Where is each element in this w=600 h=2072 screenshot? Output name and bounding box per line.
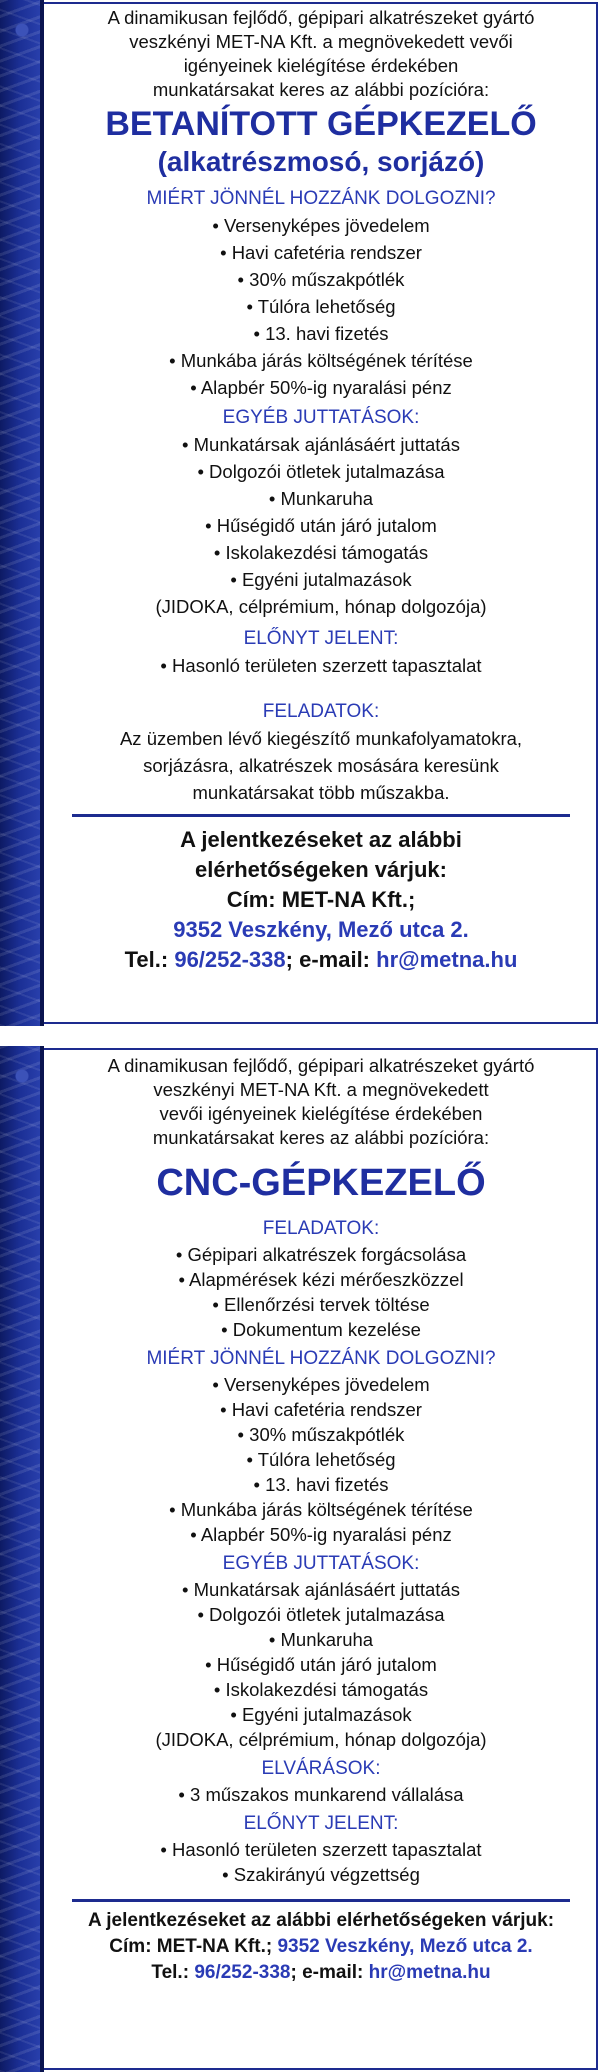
ad-content	[50, 1054, 592, 1986]
email-label: ; e-mail:	[285, 947, 371, 972]
intro-line: A dinamikusan fejlődő, gépipari alkatrészeket gyártó	[107, 1055, 535, 1076]
contact-phone-email	[50, 1960, 592, 1986]
tasks-line: munkatársakat több műszakba.	[192, 782, 450, 803]
job-ad-machine-operator	[0, 0, 600, 1026]
contact-address-label: Cím: MET-NA Kft.;	[226, 887, 416, 912]
list-item: • Munkába járás költségének térítése	[169, 350, 473, 371]
list-item: • Hűségidő után járó jutalom	[205, 1654, 437, 1675]
list-item: • 13. havi fizetés	[253, 1474, 389, 1495]
job-subtitle: (alkatrészmosó, sorjázó)	[157, 146, 485, 177]
list-item: • Egyéni jutalmazások	[230, 1704, 412, 1725]
list-item: • Túlóra lehetőség	[246, 1449, 396, 1470]
list-item: • Munkaruha	[268, 488, 374, 509]
contact-address-line	[50, 1934, 592, 1960]
intro-line: igényeinek kielégítése érdekében	[183, 55, 459, 76]
list-item: • Alapbér 50%-ig nyaralási pénz	[190, 1524, 452, 1545]
tasks-heading: FELADATOK:	[262, 701, 380, 722]
tasks-line: sorjázásra, alkatrészek mosására keresünk	[143, 755, 499, 776]
decorative-pattern-stripe	[0, 1046, 44, 2072]
why-heading: MIÉRT JÖNNÉL HOZZÁNK DOLGOZNI?	[146, 188, 496, 209]
list-item: • Alapbér 50%-ig nyaralási pénz	[190, 377, 452, 398]
list-item: • Dokumentum kezelése	[221, 1319, 421, 1340]
list-item: • Szakirányú végzettség	[222, 1864, 420, 1885]
list-item: • 3 műszakos munkarend vállalása	[178, 1784, 464, 1805]
intro-text	[50, 1054, 592, 1150]
contact-address-label: Cím: MET-NA Kft.;	[109, 1936, 273, 1957]
list-item: • 13. havi fizetés	[253, 323, 389, 344]
tasks-line: Az üzemben lévő kiegészítő munkafolyamatokra,	[119, 728, 523, 749]
advantage-list	[50, 1837, 592, 1887]
contact-block	[50, 1908, 592, 1986]
list-item: • Munkaruha	[268, 1629, 374, 1650]
ad-content	[50, 6, 592, 975]
intro-line: vevői igényeinek kielégítése érdekében	[159, 1103, 483, 1124]
list-item: • Havi cafetéria rendszer	[220, 242, 422, 263]
benefits-list	[50, 431, 592, 620]
list-item: • Alapmérések kézi mérőeszközzel	[178, 1269, 464, 1290]
tasks-text	[50, 725, 592, 806]
job-title: CNC-GÉPKEZELŐ	[156, 1162, 486, 1204]
list-item: • 30% műszakpótlék	[237, 269, 405, 290]
benefits-heading: EGYÉB JUTTATÁSOK:	[222, 1553, 420, 1574]
intro-text	[50, 6, 592, 102]
contact-line: elérhetőségeken várjuk:	[195, 857, 447, 882]
list-item: • Dolgozói ötletek jutalmazása	[197, 1604, 445, 1625]
intro-line: munkatársakat keres az alábbi pozícióra:	[152, 79, 490, 100]
advantage-heading: ELŐNYT JELENT:	[243, 1813, 399, 1834]
list-item: • Munkatársak ajánlásáért juttatás	[182, 434, 460, 455]
list-item: (JIDOKA, célprémium, hónap dolgozója)	[155, 1729, 487, 1750]
phone-number[interactable]: 96/252-338	[174, 947, 286, 972]
list-item: • Hűségidő után járó jutalom	[205, 515, 437, 536]
list-item: • Iskolakezdési támogatás	[213, 542, 429, 563]
job-title: BETANÍTOTT GÉPKEZELŐ	[105, 105, 537, 143]
email-label: ; e-mail:	[290, 1962, 364, 1983]
advantage-heading: ELŐNYT JELENT:	[243, 628, 399, 649]
list-item: • 30% műszakpótlék	[237, 1424, 405, 1445]
list-item: • Versenyképes jövedelem	[212, 215, 430, 236]
job-ad-cnc-operator	[0, 1046, 600, 2072]
intro-line: A dinamikusan fejlődő, gépipari alkatrészeket gyártó	[107, 7, 535, 28]
list-item: • Ellenőrzési tervek töltése	[212, 1294, 430, 1315]
tasks-list	[50, 1242, 592, 1342]
benefits-heading: EGYÉB JUTTATÁSOK:	[222, 407, 420, 428]
intro-line: veszkényi MET-NA Kft. a megnövekedett	[153, 1079, 489, 1100]
phone-label: Tel.:	[124, 947, 169, 972]
why-heading: MIÉRT JÖNNÉL HOZZÁNK DOLGOZNI?	[146, 1348, 496, 1369]
requirements-heading: ELVÁRÁSOK:	[261, 1758, 381, 1779]
list-item: • Havi cafetéria rendszer	[220, 1399, 422, 1420]
decorative-pattern-stripe	[0, 0, 44, 1026]
contact-line: A jelentkezéseket az alábbi elérhetőségeken várjuk:	[87, 1910, 555, 1931]
list-item: • Dolgozói ötletek jutalmazása	[197, 461, 445, 482]
list-item: • Hasonló területen szerzett tapasztalat	[160, 655, 482, 676]
why-list	[50, 212, 592, 401]
why-list	[50, 1372, 592, 1547]
list-item: • Munkába járás költségének térítése	[169, 1499, 473, 1520]
contact-address: 9352 Veszkény, Mező utca 2.	[277, 1936, 533, 1957]
intro-line: veszkényi MET-NA Kft. a megnövekedett vevői	[129, 31, 513, 52]
intro-line: munkatársakat keres az alábbi pozícióra:	[152, 1127, 490, 1148]
list-item: • Versenyképes jövedelem	[212, 1374, 430, 1395]
phone-label: Tel.:	[151, 1962, 190, 1983]
tasks-heading: FELADATOK:	[262, 1218, 380, 1239]
list-item: • Iskolakezdési támogatás	[213, 1679, 429, 1700]
contact-address: 9352 Veszkény, Mező utca 2.	[173, 917, 469, 942]
phone-number[interactable]: 96/252-338	[194, 1962, 291, 1983]
email-link[interactable]: hr@metna.hu	[376, 947, 518, 972]
list-item: • Munkatársak ajánlásáért juttatás	[182, 1579, 460, 1600]
list-item: (JIDOKA, célprémium, hónap dolgozója)	[155, 596, 487, 617]
contact-phone-email	[50, 945, 592, 975]
divider	[72, 814, 570, 817]
list-item: • Hasonló területen szerzett tapasztalat	[160, 1839, 482, 1860]
list-item: • Gépipari alkatrészek forgácsolása	[175, 1244, 467, 1265]
contact-line: A jelentkezéseket az alábbi	[180, 827, 462, 852]
benefits-list	[50, 1577, 592, 1752]
divider	[72, 1899, 570, 1902]
list-item: • Egyéni jutalmazások	[230, 569, 412, 590]
email-link[interactable]: hr@metna.hu	[368, 1962, 491, 1983]
list-item: • Túlóra lehetőség	[246, 296, 396, 317]
contact-block	[50, 825, 592, 975]
